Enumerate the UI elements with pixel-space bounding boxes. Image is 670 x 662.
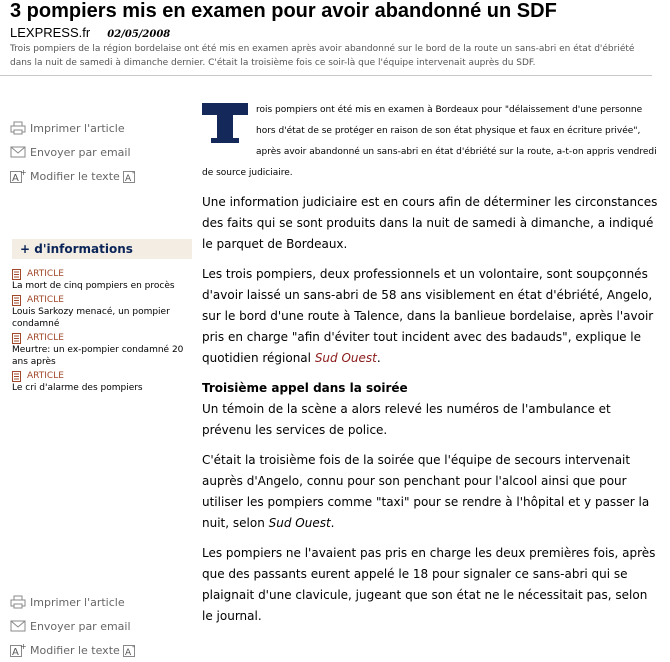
related-item <box>12 268 190 292</box>
document-icon <box>12 333 21 344</box>
related-link[interactable]: La mort de cinq pompiers en procès <box>12 281 175 291</box>
related-kind-label: ARTICLE <box>27 295 64 305</box>
paragraph-end: . <box>330 516 335 530</box>
svg-text:+: + <box>20 642 27 651</box>
text-smaller-icon <box>123 643 137 657</box>
printer-icon <box>10 121 26 135</box>
paragraph: Les pompiers ne l'avaient pas pris en charge les deux premières fois, après que des passants eurent appelé le 18 pour signaler ce sans-abri qui se plaignait d'une clavicule, jugeant que son état ne le nécessitait pas, selon le journal. <box>202 546 656 623</box>
related-item <box>12 294 190 330</box>
svg-text:-: - <box>131 168 135 177</box>
related-link[interactable]: Le cri d'alarme des pompiers <box>12 383 143 393</box>
envelope-icon <box>10 620 26 632</box>
paragraph <box>202 264 658 369</box>
svg-text:-: - <box>131 642 135 651</box>
document-icon <box>12 269 21 280</box>
document-icon <box>12 371 21 382</box>
publish-date: 02/05/2008 <box>107 29 171 40</box>
related-articles <box>12 268 190 396</box>
section-subhead: Troisième appel dans la soirée <box>202 381 408 395</box>
printer-icon <box>10 595 26 609</box>
email-article-label: Envoyer par email <box>30 145 131 159</box>
text-larger-icon <box>10 643 26 657</box>
related-item <box>12 332 190 368</box>
email-article-label: Envoyer par email <box>30 619 131 633</box>
print-article-label: Imprimer l'article <box>30 595 125 609</box>
paragraph: Une information judiciaire est en cours afin de déterminer les circonstances des faits qui se sont produits dans la nuit de samedi à dimanche, a indiqué le parquet de Bordeaux. <box>202 195 658 251</box>
text-smaller-icon <box>123 169 137 183</box>
source-name: LEXPRESS.fr <box>10 25 91 40</box>
article-lede: Trois pompiers de la région bordelaise ont été mis en examen après avoir abandonné sur le bord de la route un sans-abri en état d'ébriété dans la nuit de samedi à dimanche dernier. C'était la troisième fois ce soir-là que l'équipe intervenait auprès du SDF. <box>10 44 635 68</box>
paragraph <box>202 450 658 534</box>
print-article-button[interactable] <box>10 116 200 140</box>
article-body <box>202 100 658 636</box>
related-kind-label: ARTICLE <box>27 269 64 279</box>
document-icon <box>12 295 21 306</box>
header-divider <box>0 75 652 76</box>
sud-ouest-link[interactable]: Sud Ouest <box>314 351 377 365</box>
dropcap <box>202 103 248 143</box>
text-larger-icon <box>10 169 26 183</box>
paragraph-text: Les trois pompiers, deux professionnels et un volontaire, sont soupçonnés d'avoir laissé un sans-abri de 58 ans visiblement en état d'ébriété, Angelo, sur le bord d'une route à Talence, dans la banlieue bordelaise, après l'avoir pris en charge "afin d'éviter tout incident avec des badauds", explique le quotidien régional <box>202 267 654 365</box>
related-link[interactable]: Meurtre: un ex-pompier condamné 20 ans après <box>12 345 184 367</box>
paragraph-end: . <box>376 351 381 365</box>
svg-text:A: A <box>12 647 19 658</box>
email-article-button[interactable] <box>10 614 200 638</box>
article-tools-bottom <box>10 590 200 662</box>
related-kind-label: ARTICLE <box>27 371 64 381</box>
paragraph: Un témoin de la scène a alors relevé les numéros de l'ambulance et prévenu les services de police. <box>202 402 611 437</box>
dropcap-letter <box>202 103 248 143</box>
resize-text-button[interactable] <box>10 638 200 662</box>
svg-text:A: A <box>12 173 19 184</box>
related-kind <box>12 332 190 344</box>
svg-text:A: A <box>124 648 131 658</box>
resize-text-label: Modifier le texte <box>30 643 120 657</box>
related-kind <box>12 268 190 280</box>
article-headline: 3 pompiers mis en examen pour avoir abandonné un SDF <box>10 0 557 22</box>
article-tools-top <box>10 116 200 188</box>
more-info-heading: + d'informations <box>12 239 192 259</box>
related-item <box>12 370 190 394</box>
related-kind <box>12 370 190 382</box>
svg-text:+: + <box>20 168 27 177</box>
related-kind <box>12 294 190 306</box>
source-row <box>10 22 170 38</box>
intro-text: rois pompiers ont été mis en examen à Bordeaux pour "délaissement d'une personne hors d'état de se protéger en raison de son état physique et faux en écriture privée", après avoir abandonné un sans-abri en état d'ébriété sur la route, a-t-on appris vendredi de source judiciaire. <box>202 105 657 178</box>
envelope-icon <box>10 146 26 158</box>
print-article-label: Imprimer l'article <box>30 121 125 135</box>
paragraph-text: C'était la troisième fois de la soirée que l'équipe de secours intervenait auprès d'Angelo, connu pour son penchant pour l'alcool ainsi que pour utiliser les pompiers comme "taxi" pour se rendre à l'hôpital et y passer la nuit, selon <box>202 453 650 530</box>
related-link[interactable]: Louis Sarkozy menacé, un pompier condamné <box>12 307 170 329</box>
related-kind-label: ARTICLE <box>27 333 64 343</box>
resize-text-button[interactable] <box>10 164 200 188</box>
sud-ouest-citation: Sud Ouest <box>268 516 331 530</box>
print-article-button[interactable] <box>10 590 200 614</box>
resize-text-label: Modifier le texte <box>30 169 120 183</box>
svg-text:A: A <box>124 174 131 184</box>
email-article-button[interactable] <box>10 140 200 164</box>
article-intro <box>202 100 658 184</box>
